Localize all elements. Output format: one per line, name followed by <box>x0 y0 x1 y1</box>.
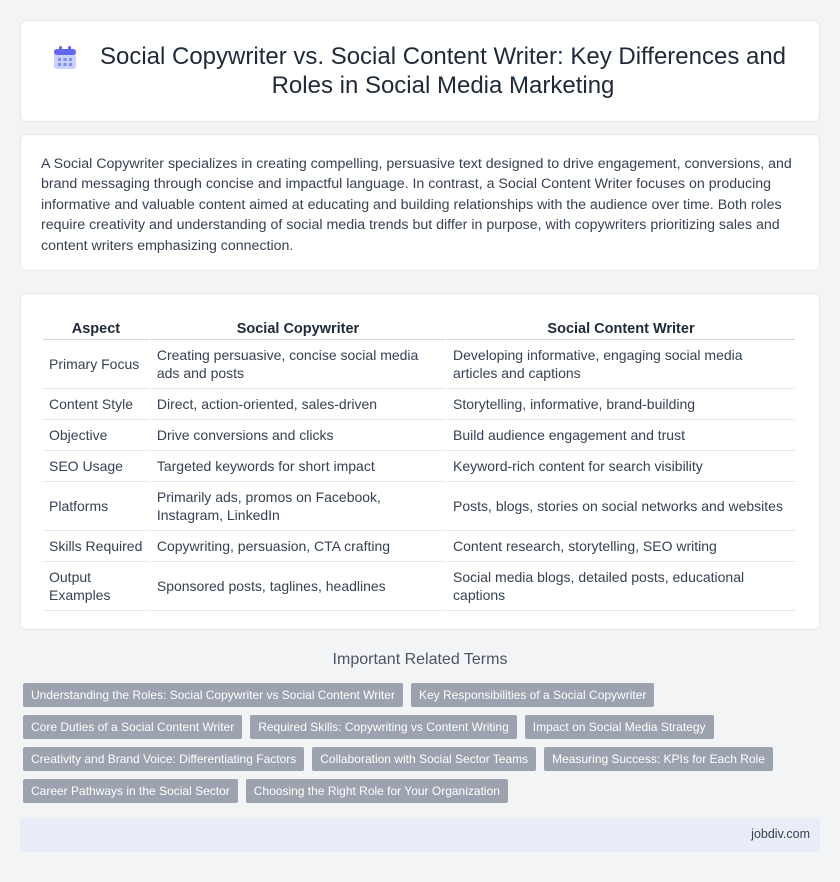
row-content-writer-cell: Posts, blogs, stories on social networks and websites <box>447 482 795 531</box>
calendar-icon <box>51 44 79 72</box>
table-row <box>43 340 795 389</box>
related-terms-heading: Important Related Terms <box>332 651 508 668</box>
related-term-tag[interactable]: Creativity and Brand Voice: Differentiating Factors <box>23 747 304 771</box>
row-copywriter-cell: Copywriting, persuasion, CTA crafting <box>151 531 445 562</box>
footer <box>20 818 820 852</box>
row-content-writer-cell: Content research, storytelling, SEO writing <box>447 531 795 562</box>
related-term-tag[interactable]: Measuring Success: KPIs for Each Role <box>544 747 773 771</box>
row-content-writer-cell: Storytelling, informative, brand-building <box>447 389 795 420</box>
row-content-writer-cell: Developing informative, engaging social media articles and captions <box>447 340 795 389</box>
row-content-writer-cell: Build audience engagement and trust <box>447 420 795 451</box>
comparison-table <box>41 314 797 611</box>
table-row <box>43 451 795 482</box>
table-row <box>43 420 795 451</box>
related-term-tag[interactable]: Key Responsibilities of a Social Copywriter <box>411 683 654 707</box>
column-header-social-copywriter: Social Copywriter <box>151 314 445 340</box>
column-header-aspect: Aspect <box>43 314 149 340</box>
footer-site-link[interactable]: jobdiv.com <box>751 827 810 841</box>
row-copywriter-cell: Primarily ads, promos on Facebook, Instagram, LinkedIn <box>151 482 445 531</box>
row-aspect-cell: Content Style <box>43 389 149 420</box>
row-aspect-cell: Primary Focus <box>43 340 149 389</box>
related-term-tag[interactable]: Collaboration with Social Sector Teams <box>312 747 536 771</box>
row-aspect-cell: Platforms <box>43 482 149 531</box>
related-term-tag[interactable]: Career Pathways in the Social Sector <box>23 779 238 803</box>
row-content-writer-cell: Keyword-rich content for search visibility <box>447 451 795 482</box>
row-aspect-cell: Objective <box>43 420 149 451</box>
row-copywriter-cell: Creating persuasive, concise social media ads and posts <box>151 340 445 389</box>
row-copywriter-cell: Targeted keywords for short impact <box>151 451 445 482</box>
page-title: Social Copywriter vs. Social Content Writer: Key Differences and Roles in Social Media Marketing <box>99 43 787 99</box>
related-term-tag[interactable]: Understanding the Roles: Social Copywriter vs Social Content Writer <box>23 683 403 707</box>
intro-text: A Social Copywriter specializes in creating compelling, persuasive text designed to drive engagement, conversions, and brand messaging through concise and impactful language. In contrast, a Social Content Writer focuses on producing informative and valuable content aimed at educating and building relationships with the audience over time. Both roles require creativity and understanding of social media trends but differ in purpose, with copywriters prioritizing sales and content writers emphasizing connection. <box>41 156 792 254</box>
table-row <box>43 482 795 531</box>
related-terms-list <box>23 683 823 811</box>
related-term-tag[interactable]: Impact on Social Media Strategy <box>525 715 714 739</box>
row-copywriter-cell: Sponsored posts, taglines, headlines <box>151 562 445 611</box>
intro-card <box>20 134 820 271</box>
comparison-table-card <box>20 293 820 630</box>
related-term-tag[interactable]: Core Duties of a Social Content Writer <box>23 715 242 739</box>
related-term-tag[interactable]: Choosing the Right Role for Your Organization <box>246 779 508 803</box>
row-aspect-cell: SEO Usage <box>43 451 149 482</box>
row-content-writer-cell: Social media blogs, detailed posts, educational captions <box>447 562 795 611</box>
row-aspect-cell: Output Examples <box>43 562 149 611</box>
row-copywriter-cell: Direct, action-oriented, sales-driven <box>151 389 445 420</box>
column-header-social-content-writer: Social Content Writer <box>447 314 795 340</box>
row-copywriter-cell: Drive conversions and clicks <box>151 420 445 451</box>
related-term-tag[interactable]: Required Skills: Copywriting vs Content Writing <box>250 715 517 739</box>
table-row <box>43 531 795 562</box>
title-card <box>20 20 820 122</box>
table-row <box>43 389 795 420</box>
table-header-row <box>43 314 795 340</box>
table-row <box>43 562 795 611</box>
row-aspect-cell: Skills Required <box>43 531 149 562</box>
